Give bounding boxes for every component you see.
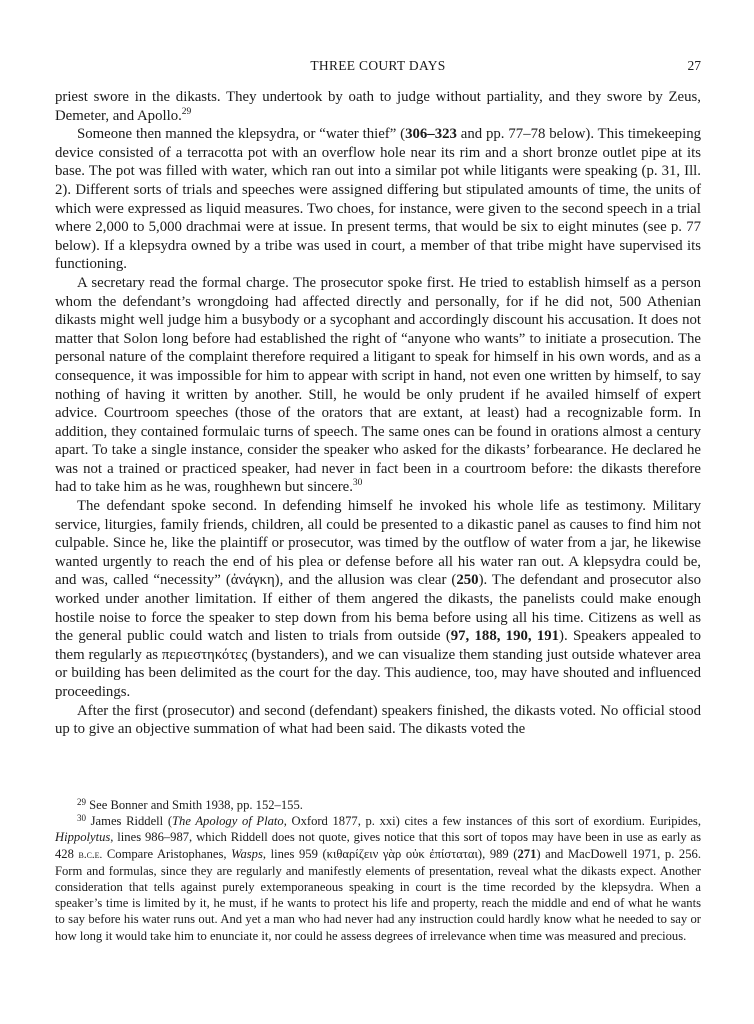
footnotes	[55, 797, 701, 944]
paragraph: A secretary read the formal charge. The prosecutor spoke first. He tried to establish himself as a person whom the defendant’s wrongdoing had affected directly and personally, for if he did not, 500 Athenian dikasts might well judge him a busybody or a sycophant and accordingly discount his accusation. It does not matter that Solon long before had established the right of “anyone who wants” to initiate a prosecution. The personal nature of the complaint therefore required a litigant to speak for himself in his own words, and as a consequence, it was impossible for him to appear with script in hand, not even one written by himself, to say nothing of having it written by another. Still, he would be only prudent if he availed himself of expert advice. Courtroom speeches (those of the orators that are extant, at least) had a recognizable form. In addition, they contained formulaic turns of speech. The same ones can be found in orations almost a century apart. To take a single instance, consider the speaker who asked for the dikasts’ forbearance. He declared he was not a trained or practiced speaker, had never in fact been in a courtroom before: the dikasts therefore had to take him as he was, roughhewn but sincere.$^{30}$	[55, 274, 701, 496]
running-header	[55, 58, 701, 78]
paragraph: The defendant spoke second. In defending himself he invoked his whole life as testimony. Military service, liturgies, family friends, children, all could be presented to a dikastic panel as causes to find him not culpable. Since he, like the plaintiff or prosecutor, was timed by the outflow of water from a jar, he likewise wanted urgently to reach the end of his plea or defense before all his water ran out. A klepsydra could be, and was, called “necessity” (ἀνάγκη), and the allusion was clear (250). The defendant and prosecutor also worked under another limitation. If either of them angered the dikasts, the panelists could make enough hostile noise to force the speaker to step down from his bema before using all his time. Citizens as well as the general public could watch and listen to trials from outside (97, 188, 190, 191). Speakers appealed to them regularly as περιεστηκότες (bystanders), and we can visualize them standing just outside whatever area or building has been delimited as the court for the day. This audience, too, may have shouted and influenced proceedings.	[55, 498, 701, 700]
cross-reference: 97, 188, 190, 191	[450, 628, 560, 645]
running-title: THREE COURT DAYS	[310, 58, 446, 73]
footnote: $^{30}$ James Riddell (The Apology of Plato, Oxford 1877, p. xxi) cites a few instances of this sort of exordium. Euripides, Hippolytus, lines 986–987, which Riddell does not quote, gives notice that this sort of topos may have been in use as early as 428 b.c.e. Compare Aristophanes, Wasps, lines 959 (κιθαρίζειν γὰρ οὐκ ἐπίσταται), 989 (271) and MacDowell 1971, p. 256. Form and formulas, since they are regularly and manifestly elements of presentation, reveal what the dikasts expect. Another consideration that tells against purely extemporaneous speaking in court is the time recorded by the klepsydra. When a speaker’s time is limited by it, he must, if he wants to protect his life and property, reach the middle and end of what he wants to say before his water runs out. And yet a man who had never had any instruction could hardly know what he needed to say or how long it would take him to enunciate it, nor could he assess degrees of irrelevance when time was measured and precious.	[55, 813, 701, 943]
cross-reference: 306–323	[405, 126, 457, 143]
footnote-mark: 29	[77, 797, 86, 807]
footnote-ref: 30	[352, 478, 363, 489]
body-text	[55, 88, 701, 739]
paragraph: priest swore in the dikasts. They undertook by oath to judge without partiality, and they swore by Zeus, Demeter, and Apollo.$^{29}$	[55, 89, 701, 124]
cross-reference: 250	[456, 572, 479, 589]
footnote-ref: 29	[181, 106, 192, 117]
footnote-mark: 30	[77, 813, 86, 824]
paragraph: After the first (prosecutor) and second (defendant) speakers finished, the dikasts voted. No official stood up to give an objective summation of what had been said. The dikasts voted the	[55, 702, 701, 738]
page-number: 27	[687, 58, 701, 73]
cross-reference: 271	[517, 846, 537, 861]
footnote: $^{29}$ See Bonner and Smith 1938, pp. 152–155.	[77, 797, 303, 812]
paragraph: Someone then manned the klepsydra, or “water thief” (306–323 and pp. 77–78 below). This timekeeping device consisted of a terracotta pot with an overflow hole near its rim and a short bronze outlet pipe at its base. The pot was filled with water, which ran out into a similar pot while litigants were speaking (p. 31, Ill. 2). Different sorts of trials and speeches were assigned differing but stipulated amounts of time, the units of which were expressed as liquid measures. Two choes, for instance, were given to the second speech in a trial where 2,000 to 5,000 drachmai were at issue. In present terms, that would be six to eight minutes (see p. 77 below). If a klepsydra owned by a tribe was used in court, a member of that tribe might have supervised its functioning.	[55, 126, 701, 273]
